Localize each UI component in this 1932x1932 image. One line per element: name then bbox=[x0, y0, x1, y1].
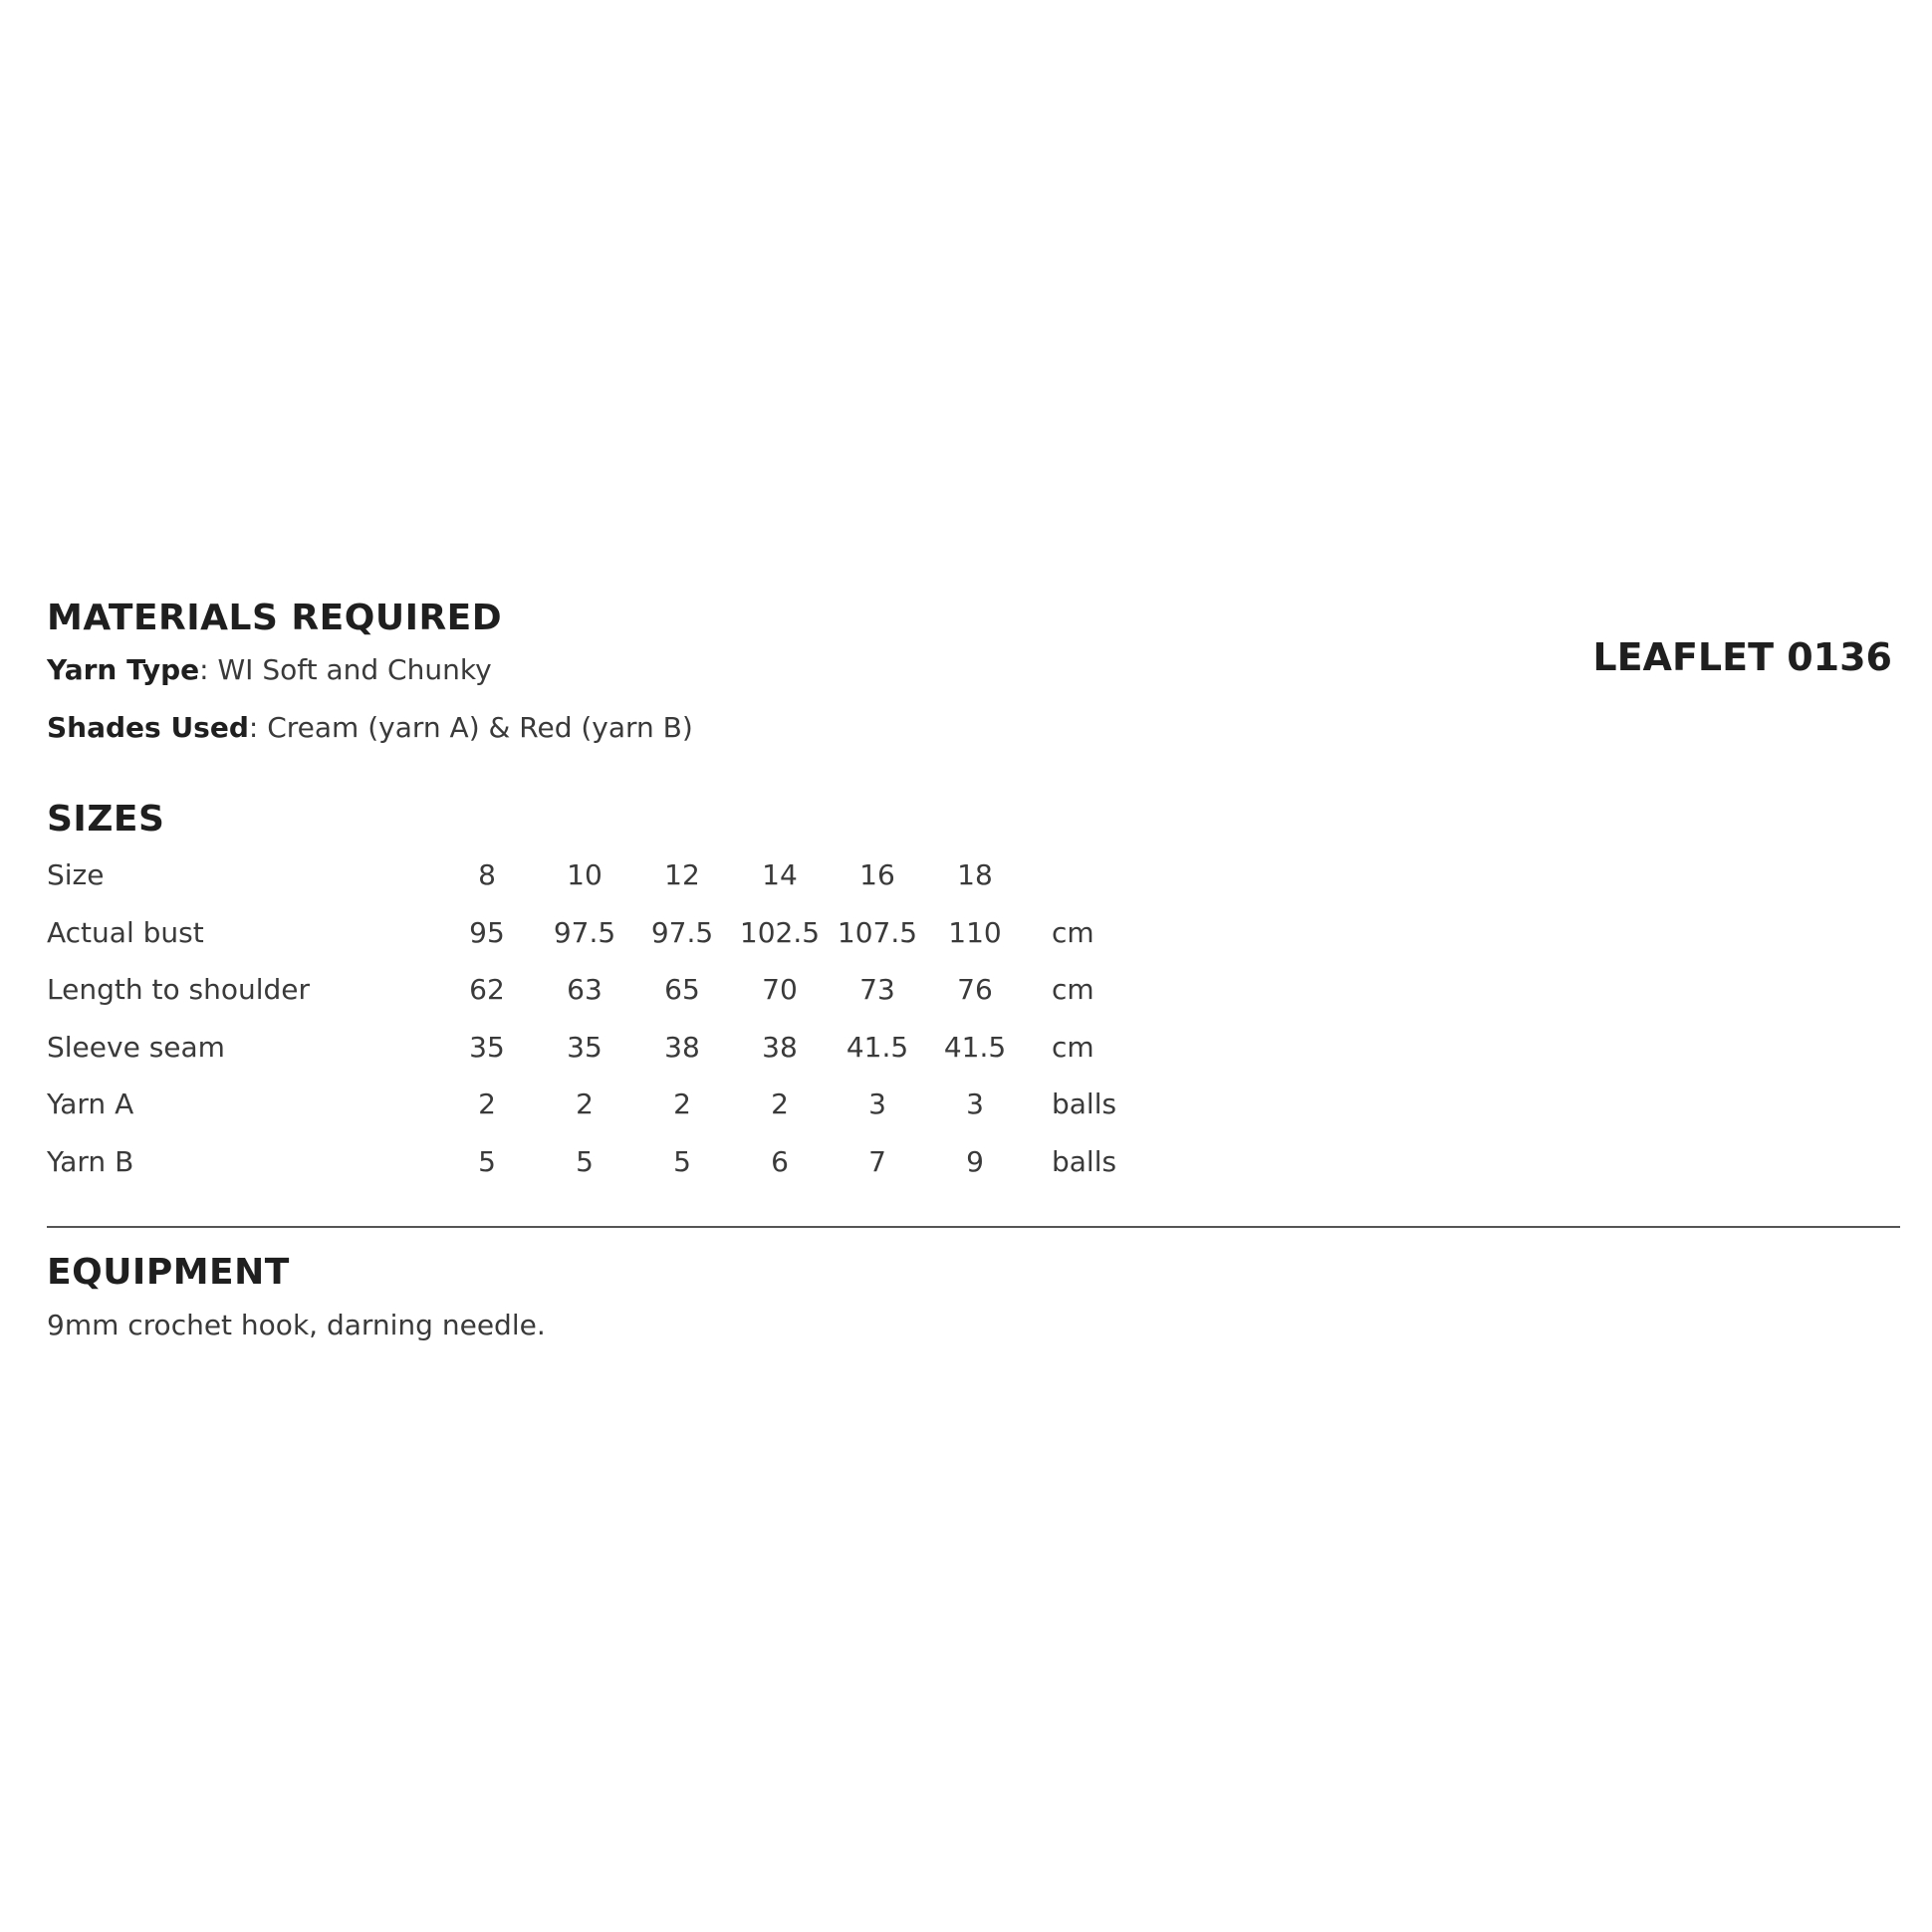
table-cell: 63 bbox=[567, 973, 603, 1007]
table-cell: 97.5 bbox=[553, 915, 616, 949]
sizes-heading: SIZES bbox=[47, 799, 165, 840]
yarn-type-label: Yarn Type bbox=[47, 653, 200, 686]
table-cell: 35 bbox=[469, 1030, 505, 1064]
table-row bbox=[47, 1133, 1171, 1191]
table-cell: 5 bbox=[478, 1144, 496, 1178]
yarn-type-line bbox=[47, 653, 492, 686]
table-cell: 3 bbox=[966, 1087, 984, 1121]
table-cell: 110 bbox=[948, 915, 1002, 949]
table-cell: 5 bbox=[673, 1144, 691, 1178]
table-cell: 16 bbox=[859, 858, 895, 892]
table-cell: 95 bbox=[469, 915, 505, 949]
table-cell: 9 bbox=[966, 1144, 984, 1178]
table-cell: 65 bbox=[664, 973, 700, 1007]
table-cell: 2 bbox=[771, 1087, 789, 1121]
table-cell: 73 bbox=[859, 973, 895, 1007]
unit-cell: cm bbox=[1052, 915, 1094, 949]
unit-cell: cm bbox=[1052, 973, 1094, 1007]
table-row bbox=[47, 846, 1171, 904]
table-cell: 6 bbox=[771, 1144, 789, 1178]
table-cell: 18 bbox=[957, 858, 993, 892]
table-cell: 107.5 bbox=[837, 915, 918, 949]
unit-cell: cm bbox=[1052, 1030, 1094, 1064]
table-cell: 5 bbox=[576, 1144, 594, 1178]
table-cell: 38 bbox=[664, 1030, 700, 1064]
equipment-text: 9mm crochet hook, darning needle. bbox=[47, 1309, 546, 1341]
yarn-type-value: : WI Soft and Chunky bbox=[199, 653, 492, 686]
table-cell: 2 bbox=[478, 1087, 496, 1121]
table-cell: 3 bbox=[868, 1087, 886, 1121]
unit-cell: balls bbox=[1052, 1087, 1117, 1121]
table-cell: 8 bbox=[478, 858, 496, 892]
shades-value: : Cream (yarn A) & Red (yarn B) bbox=[248, 711, 693, 744]
row-label: Yarn A bbox=[47, 1087, 134, 1121]
table-cell: 41.5 bbox=[845, 1030, 909, 1064]
table-cell: 7 bbox=[868, 1144, 886, 1178]
table-cell: 97.5 bbox=[650, 915, 714, 949]
section-divider bbox=[47, 1226, 1900, 1228]
materials-heading: MATERIALS REQUIRED bbox=[47, 598, 503, 638]
equipment-heading: EQUIPMENT bbox=[47, 1252, 290, 1293]
table-cell: 12 bbox=[664, 858, 700, 892]
table-cell: 2 bbox=[673, 1087, 691, 1121]
row-label: Actual bust bbox=[47, 915, 204, 949]
table-cell: 102.5 bbox=[739, 915, 821, 949]
table-cell: 76 bbox=[957, 973, 993, 1007]
sizes-table bbox=[47, 846, 1171, 1190]
unit-cell: balls bbox=[1052, 1144, 1117, 1178]
table-cell: 14 bbox=[762, 858, 798, 892]
row-label: Length to shoulder bbox=[47, 973, 310, 1007]
leaflet-number: LEAFLET 0136 bbox=[1592, 635, 1892, 679]
table-cell: 35 bbox=[567, 1030, 603, 1064]
table-cell: 41.5 bbox=[943, 1030, 1007, 1064]
shades-line bbox=[47, 711, 693, 744]
shades-label: Shades Used bbox=[47, 711, 249, 744]
table-cell: 2 bbox=[576, 1087, 594, 1121]
table-cell: 62 bbox=[469, 973, 505, 1007]
table-cell: 10 bbox=[567, 858, 603, 892]
table-row bbox=[47, 1076, 1171, 1133]
table-cell: 38 bbox=[762, 1030, 798, 1064]
table-row bbox=[47, 961, 1171, 1019]
row-label: Yarn B bbox=[47, 1144, 134, 1178]
table-row bbox=[47, 904, 1171, 962]
row-label: Size bbox=[47, 858, 105, 892]
table-cell: 70 bbox=[762, 973, 798, 1007]
unit-cell bbox=[1024, 846, 1171, 904]
table-row bbox=[47, 1019, 1171, 1077]
row-label: Sleeve seam bbox=[47, 1030, 225, 1064]
